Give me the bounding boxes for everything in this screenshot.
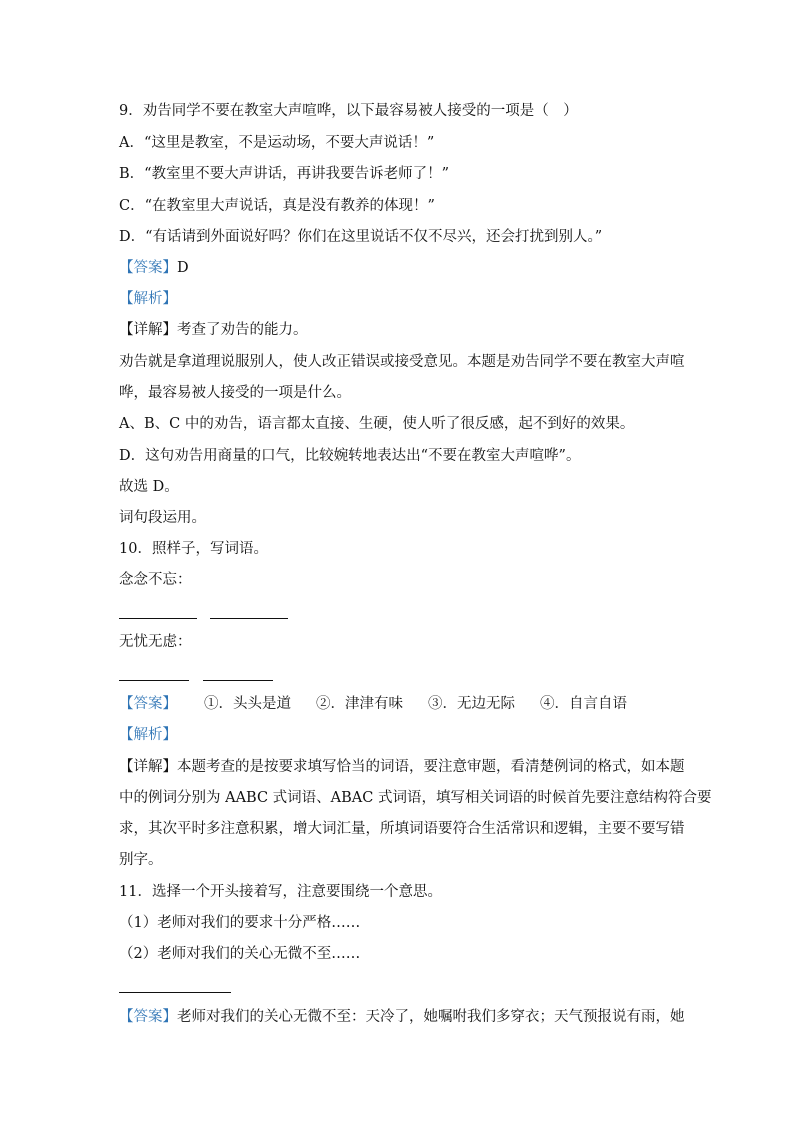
q10-answer-1: ①．头头是道 [204,696,291,712]
q10-detail-line3: 求，其次平时多注意积累，增大词汇量，所填词语要符合生活常识和逻辑，主要不要写错 [119,821,685,837]
q10-example2: 无忧无虑： [119,634,192,650]
blank-line [119,618,197,619]
q11-option2: （2）老师对我们的关心无微不至…… [119,946,361,962]
q9-option-d: D．“有话请到外面说好吗？你们在这里说话不仅不尽兴，还会打扰到别人。” [119,229,603,245]
q9-answer: D [177,260,189,276]
q11-option1: （1）老师对我们的要求十分严格…… [119,915,361,931]
blank-line [210,618,288,619]
q10-detail-text: 本题考查的是按要求填写恰当的词语，要注意审题，看清楚例词的格式，如本题 [177,759,685,775]
q9-option-b: B．“教室里不要大声讲话，再讲我要告诉老师了！” [119,166,449,182]
answer-tag: 【答案】 [119,260,177,276]
blank-line [119,680,189,681]
q9-para4: 故选 D。 [119,479,179,495]
q9-para1-line1: 劝告就是拿道理说服别人，使人改正错误或接受意见。本题是劝告同学不要在教室大声喧 [119,354,685,370]
blank-line [119,992,231,993]
q11-answer: 老师对我们的关心无微不至：天冷了，她嘱咐我们多穿衣；天气预报说有雨，她 [177,1009,685,1025]
blank-line [203,680,273,681]
q11-stem: 11．选择一个开头接着写，注意要围绕一个意思。 [119,884,442,900]
answer-tag: 【答案】 [119,696,177,712]
detail-tag: 【详解】 [119,322,177,338]
q10-example1: 念念不忘： [119,572,192,588]
q10-answer-2: ②．津津有味 [316,696,403,712]
q9-analysis-tag: 【解析】 [119,291,177,307]
q9-stem: 9．劝告同学不要在教室大声喧哗，以下最容易被人接受的一项是（ ） [119,103,578,119]
q9-option-a: A．“这里是教室，不是运动场，不要大声说话！” [119,135,435,151]
q9-detail: 考查了劝告的能力。 [177,322,308,338]
q10-detail-line4: 别字。 [119,852,163,868]
q9-para2: A、B、C 中的劝告，语言都太直接、生硬，使人听了很反感，起不到好的效果。 [119,416,635,432]
q9-para1-line2: 哗，最容易被人接受的一项是什么。 [119,385,351,401]
q10-detail-line1 [119,757,685,777]
detail-tag: 【详解】 [119,759,177,775]
q11-answer-row [119,1007,685,1027]
q9-para3: D．这句劝告用商量的口气，比较婉转地表达出“不要在教室大声喧哗”。 [119,448,581,464]
q10-stem: 10．照样子，写词语。 [119,541,268,557]
q10-analysis-tag: 【解析】 [119,727,177,743]
q9-option-c: C．“在教室里大声说话，真是没有教养的体现！” [119,198,435,214]
q9-answer-row [119,258,189,278]
q10-answer-row [119,694,177,714]
q9-detail-row [119,320,308,340]
q10-detail-line2: 中的例词分别为 AABC 式词语、ABAC 式词语，填写相关词语的时候首先要注意结构符合要 [119,790,712,806]
q10-answer-4: ④．自言自语 [540,696,627,712]
answer-tag: 【答案】 [119,1009,177,1025]
q10-answer-3: ③．无边无际 [428,696,515,712]
q9-para5: 词句段运用。 [119,510,206,526]
